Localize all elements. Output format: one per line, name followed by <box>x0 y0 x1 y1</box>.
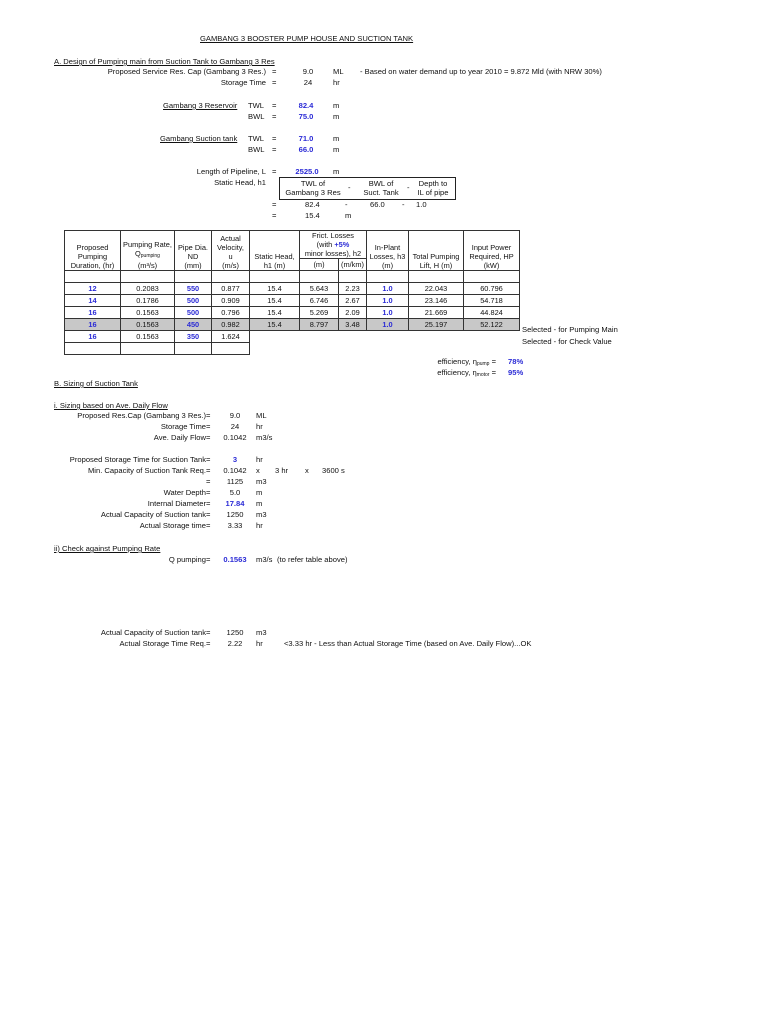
row-velocity: 0.909 <box>212 295 250 307</box>
row-input-power <box>464 331 520 343</box>
unit-m: m <box>345 211 352 220</box>
reservoir-bwl-value: 75.0 <box>298 112 314 121</box>
row-duration: 12 <box>65 283 121 295</box>
b-storage-value: 24 <box>230 422 240 431</box>
service-res-cap-label: Proposed Service Res. Cap (Gambang 3 Res.) <box>107 67 266 76</box>
b-qp-value: 0.1563 <box>223 555 247 564</box>
row-duration: 16 <box>65 307 121 319</box>
row-friction-m: 5.269 <box>300 307 339 319</box>
pumping-table <box>64 230 520 355</box>
b-wd-label: Water Depth <box>163 488 206 497</box>
header-total-lift: Total Pumping Lift, H (m) <box>409 231 464 271</box>
row-duration: 16 <box>65 331 121 343</box>
row-friction-m <box>300 331 339 343</box>
row-pipe-dia: 550 <box>175 283 212 295</box>
b-astr-note: <3.33 hr - Less than Actual Storage Time (based on Ave. Daily Flow)...OK <box>284 639 532 648</box>
b-acap2-value: 1250 <box>226 628 244 637</box>
row-inplant-loss <box>367 331 409 343</box>
eq-sign: = <box>206 422 211 431</box>
row-friction-mkm: 2.09 <box>339 307 367 319</box>
row-total-lift: 25.197 <box>409 319 464 331</box>
b-pst-value: 3 <box>232 455 238 464</box>
row-static-head <box>250 331 300 343</box>
b-astr-label: Actual Storage Time Req. <box>119 639 206 648</box>
suction-tank-label: Gambang Suction tank <box>160 134 238 143</box>
header-duration: Proposed Pumping Duration, (hr) <box>65 231 121 271</box>
twl-label: TWL <box>248 134 265 143</box>
twl-label: TWL <box>248 101 265 110</box>
b-min-cap-result: 1125 <box>226 477 244 486</box>
row-friction-mkm: 3.48 <box>339 319 367 331</box>
row-friction-m: 5.643 <box>300 283 339 295</box>
b-cap-label: Proposed Res.Cap (Gambang 3 Res.) <box>77 411 206 420</box>
unit-m: m <box>333 167 340 176</box>
unit-m: m <box>333 134 340 143</box>
header-velocity: Actual Velocity, u (m/s) <box>212 231 250 271</box>
row-pumping-rate: 0.2083 <box>121 283 175 295</box>
row-inplant-loss: 1.0 <box>367 319 409 331</box>
b-wd-value: 5.0 <box>229 488 241 497</box>
eq-sign: = <box>206 488 211 497</box>
service-res-cap-note: - Based on water demand up to year 2010 = 9.872 Mld (with NRW 30%) <box>360 67 602 76</box>
header-input-power: Input Power Required, HP (kW) <box>464 231 520 271</box>
unit-m3: m3 <box>256 628 267 637</box>
static-head-bwl-value: 66.0 <box>370 200 385 209</box>
motor-efficiency-value: 95% <box>508 368 524 377</box>
b-id-value: 17.84 <box>225 499 245 508</box>
header-friction-m: (m) <box>300 259 339 271</box>
row-input-power: 54.718 <box>464 295 520 307</box>
b-adf-value: 0.1042 <box>223 433 247 442</box>
header-inplant-losses: In-Plant Losses, h3 (m) <box>367 231 409 271</box>
minus-sign: - <box>348 183 351 192</box>
bwl-label: BWL <box>248 112 265 121</box>
box-depth-il: Depth to IL of pipe <box>417 179 449 197</box>
row-pumping-rate: 0.1563 <box>121 307 175 319</box>
eq-sign: = <box>272 78 277 87</box>
header-static-head: Static Head, h1 (m) <box>250 231 300 271</box>
reservoir-label: Gambang 3 Reservoir <box>163 101 238 110</box>
eq-sign: = <box>272 67 277 76</box>
b-id-label: Internal Diameter <box>147 499 206 508</box>
eq-sign: = <box>206 411 211 420</box>
storage-time-value: 24 <box>303 78 313 87</box>
minus-sign: - <box>402 200 405 209</box>
eq-sign: = <box>272 134 277 143</box>
static-head-twl-value: 82.4 <box>305 200 320 209</box>
row-duration: 16 <box>65 319 121 331</box>
b-pst-label: Proposed Storage Time for Suction Tank <box>69 455 206 464</box>
pump-efficiency-label: efficiency, $\eta_{pump}$ = <box>437 357 496 367</box>
b-adf-label: Ave. Daily Flow <box>153 433 206 442</box>
row-friction-mkm: 2.23 <box>339 283 367 295</box>
b-storage-label: Storage Time <box>160 422 206 431</box>
row-velocity: 0.982 <box>212 319 250 331</box>
row-static-head: 15.4 <box>250 283 300 295</box>
box-twl-gambang: TWL of Gambang 3 Res <box>285 179 341 197</box>
storage-time-label: Storage Time <box>220 78 266 87</box>
unit-m3: m3 <box>256 510 267 519</box>
unit-m3: m3 <box>256 477 267 486</box>
row-pumping-rate: 0.1563 <box>121 319 175 331</box>
table-row <box>65 295 520 307</box>
b-cap-value: 9.0 <box>229 411 241 420</box>
times-sign: x <box>256 466 260 475</box>
b-qp-unit: m3/s <box>256 555 273 564</box>
header-pipe-dia: Pipe Dia. ND (mm) <box>175 231 212 271</box>
b-min-cap-label: Min. Capacity of Suction Tank Req. <box>87 466 206 475</box>
row-static-head: 15.4 <box>250 307 300 319</box>
section-b-sub2: ii) Check against Pumping Rate <box>54 544 161 553</box>
b-min-cap-v2: 3 hr <box>275 466 289 475</box>
row-total-lift: 21.669 <box>409 307 464 319</box>
eq-sign: = <box>272 200 277 209</box>
row-static-head: 15.4 <box>250 295 300 307</box>
b-storage-unit: hr <box>256 422 263 431</box>
b-ast-label: Actual Storage time <box>139 521 206 530</box>
motor-efficiency-label: efficiency, $\eta_{motor}$ = <box>437 368 496 378</box>
eq-sign: = <box>206 628 211 637</box>
row-pumping-rate: 0.1786 <box>121 295 175 307</box>
unit-hr: hr <box>256 521 263 530</box>
b-min-cap-v1: 0.1042 <box>223 466 247 475</box>
row-velocity: 0.796 <box>212 307 250 319</box>
b-pst-unit: hr <box>256 455 263 464</box>
row-friction-mkm <box>339 331 367 343</box>
header-pumping-rate: Pumping Rate, $Q_{pumping}$ (m³/s) <box>121 231 175 271</box>
row-input-power: 44.824 <box>464 307 520 319</box>
row-input-power: 60.796 <box>464 283 520 295</box>
b-cap-unit: ML <box>256 411 267 420</box>
b-adf-unit: m3/s <box>256 433 273 442</box>
eq-sign: = <box>206 477 211 486</box>
row-inplant-loss: 1.0 <box>367 283 409 295</box>
eq-sign: = <box>206 455 211 464</box>
b-qp-label: Q pumping <box>168 555 206 564</box>
row-pumping-rate: 0.1563 <box>121 331 175 343</box>
page-title: GAMBANG 3 BOOSTER PUMP HOUSE AND SUCTION TANK <box>200 34 414 43</box>
b-acap-value: 1250 <box>226 510 244 519</box>
row-total-lift: 22.043 <box>409 283 464 295</box>
b-astr-value: 2.22 <box>227 639 243 648</box>
suction-twl-value: 71.0 <box>298 134 314 143</box>
reservoir-twl-value: 82.4 <box>298 101 314 110</box>
row-static-head: 15.4 <box>250 319 300 331</box>
eq-sign: = <box>206 521 211 530</box>
unit-m: m <box>256 499 263 508</box>
table-row <box>65 319 520 331</box>
row-pipe-dia: 350 <box>175 331 212 343</box>
row-input-power: 52.122 <box>464 319 520 331</box>
box-bwl-suction: BWL of Suct. Tank <box>363 179 399 197</box>
static-head-label: Static Head, h1 <box>214 178 266 187</box>
eq-sign: = <box>272 101 277 110</box>
table-row <box>65 307 520 319</box>
minus-sign: - <box>345 200 348 209</box>
row-total-lift: 23.146 <box>409 295 464 307</box>
note-check-value: Selected - for Check Value <box>522 337 612 346</box>
row-inplant-loss: 1.0 <box>367 295 409 307</box>
row-duration: 14 <box>65 295 121 307</box>
times-sign: x <box>305 466 309 475</box>
eq-sign: = <box>272 211 277 220</box>
row-friction-mkm: 2.67 <box>339 295 367 307</box>
unit-m: m <box>333 101 340 110</box>
section-b-heading: B. Sizing of Suction Tank <box>54 379 138 388</box>
b-acap-label: Actual Capacity of Suction tank <box>100 510 206 519</box>
eq-sign: = <box>272 145 277 154</box>
eq-sign: = <box>272 167 277 176</box>
unit-m: m <box>256 488 263 497</box>
b-qp-note: (to refer table above) <box>277 555 348 564</box>
row-pipe-dia: 500 <box>175 295 212 307</box>
service-res-cap-value: 9.0 <box>302 67 314 76</box>
row-total-lift <box>409 331 464 343</box>
pipeline-length-value: 2525.0 <box>295 167 319 176</box>
bwl-label: BWL <box>248 145 265 154</box>
eq-sign: = <box>206 639 211 648</box>
eq-sign: = <box>206 499 211 508</box>
eq-sign: = <box>206 555 211 564</box>
pipeline-length-label: Length of Pipeline, L <box>196 167 266 176</box>
unit-m: m <box>333 112 340 121</box>
section-b-sub1: i. Sizing based on Ave. Daily Flow <box>54 401 168 410</box>
suction-bwl-value: 66.0 <box>298 145 314 154</box>
b-ast-value: 3.33 <box>227 521 243 530</box>
row-friction-m: 8.797 <box>300 319 339 331</box>
service-res-cap-unit: ML <box>333 67 344 76</box>
table-row <box>65 283 520 295</box>
row-friction-m: 6.746 <box>300 295 339 307</box>
pump-efficiency-value: 78% <box>508 357 524 366</box>
eq-sign: = <box>206 466 211 475</box>
section-a-heading: A. Design of Pumping main from Suction Tank to Gambang 3 Res <box>54 57 275 66</box>
row-velocity: 0.877 <box>212 283 250 295</box>
row-pipe-dia: 450 <box>175 319 212 331</box>
note-pumping-main: Selected - for Pumping Main <box>522 325 618 334</box>
b-min-cap-v3: 3600 s <box>322 466 345 475</box>
minus-sign: - <box>407 183 410 192</box>
header-friction-mkm: (m/km) <box>339 259 367 271</box>
unit-hr: hr <box>256 639 263 648</box>
row-pipe-dia: 500 <box>175 307 212 319</box>
unit-m: m <box>333 145 340 154</box>
static-head-depth-value: 1.0 <box>416 200 427 209</box>
table-row <box>65 331 520 343</box>
eq-sign: = <box>206 510 211 519</box>
row-velocity: 1.624 <box>212 331 250 343</box>
row-inplant-loss: 1.0 <box>367 307 409 319</box>
b-acap2-label: Actual Capacity of Suction tank <box>100 628 206 637</box>
header-friction-losses: Frict. Losses (with +5% minor losses), h2 <box>300 231 367 259</box>
static-head-result: 15.4 <box>305 211 320 220</box>
storage-time-unit: hr <box>333 78 340 87</box>
eq-sign: = <box>272 112 277 121</box>
eq-sign: = <box>206 433 211 442</box>
